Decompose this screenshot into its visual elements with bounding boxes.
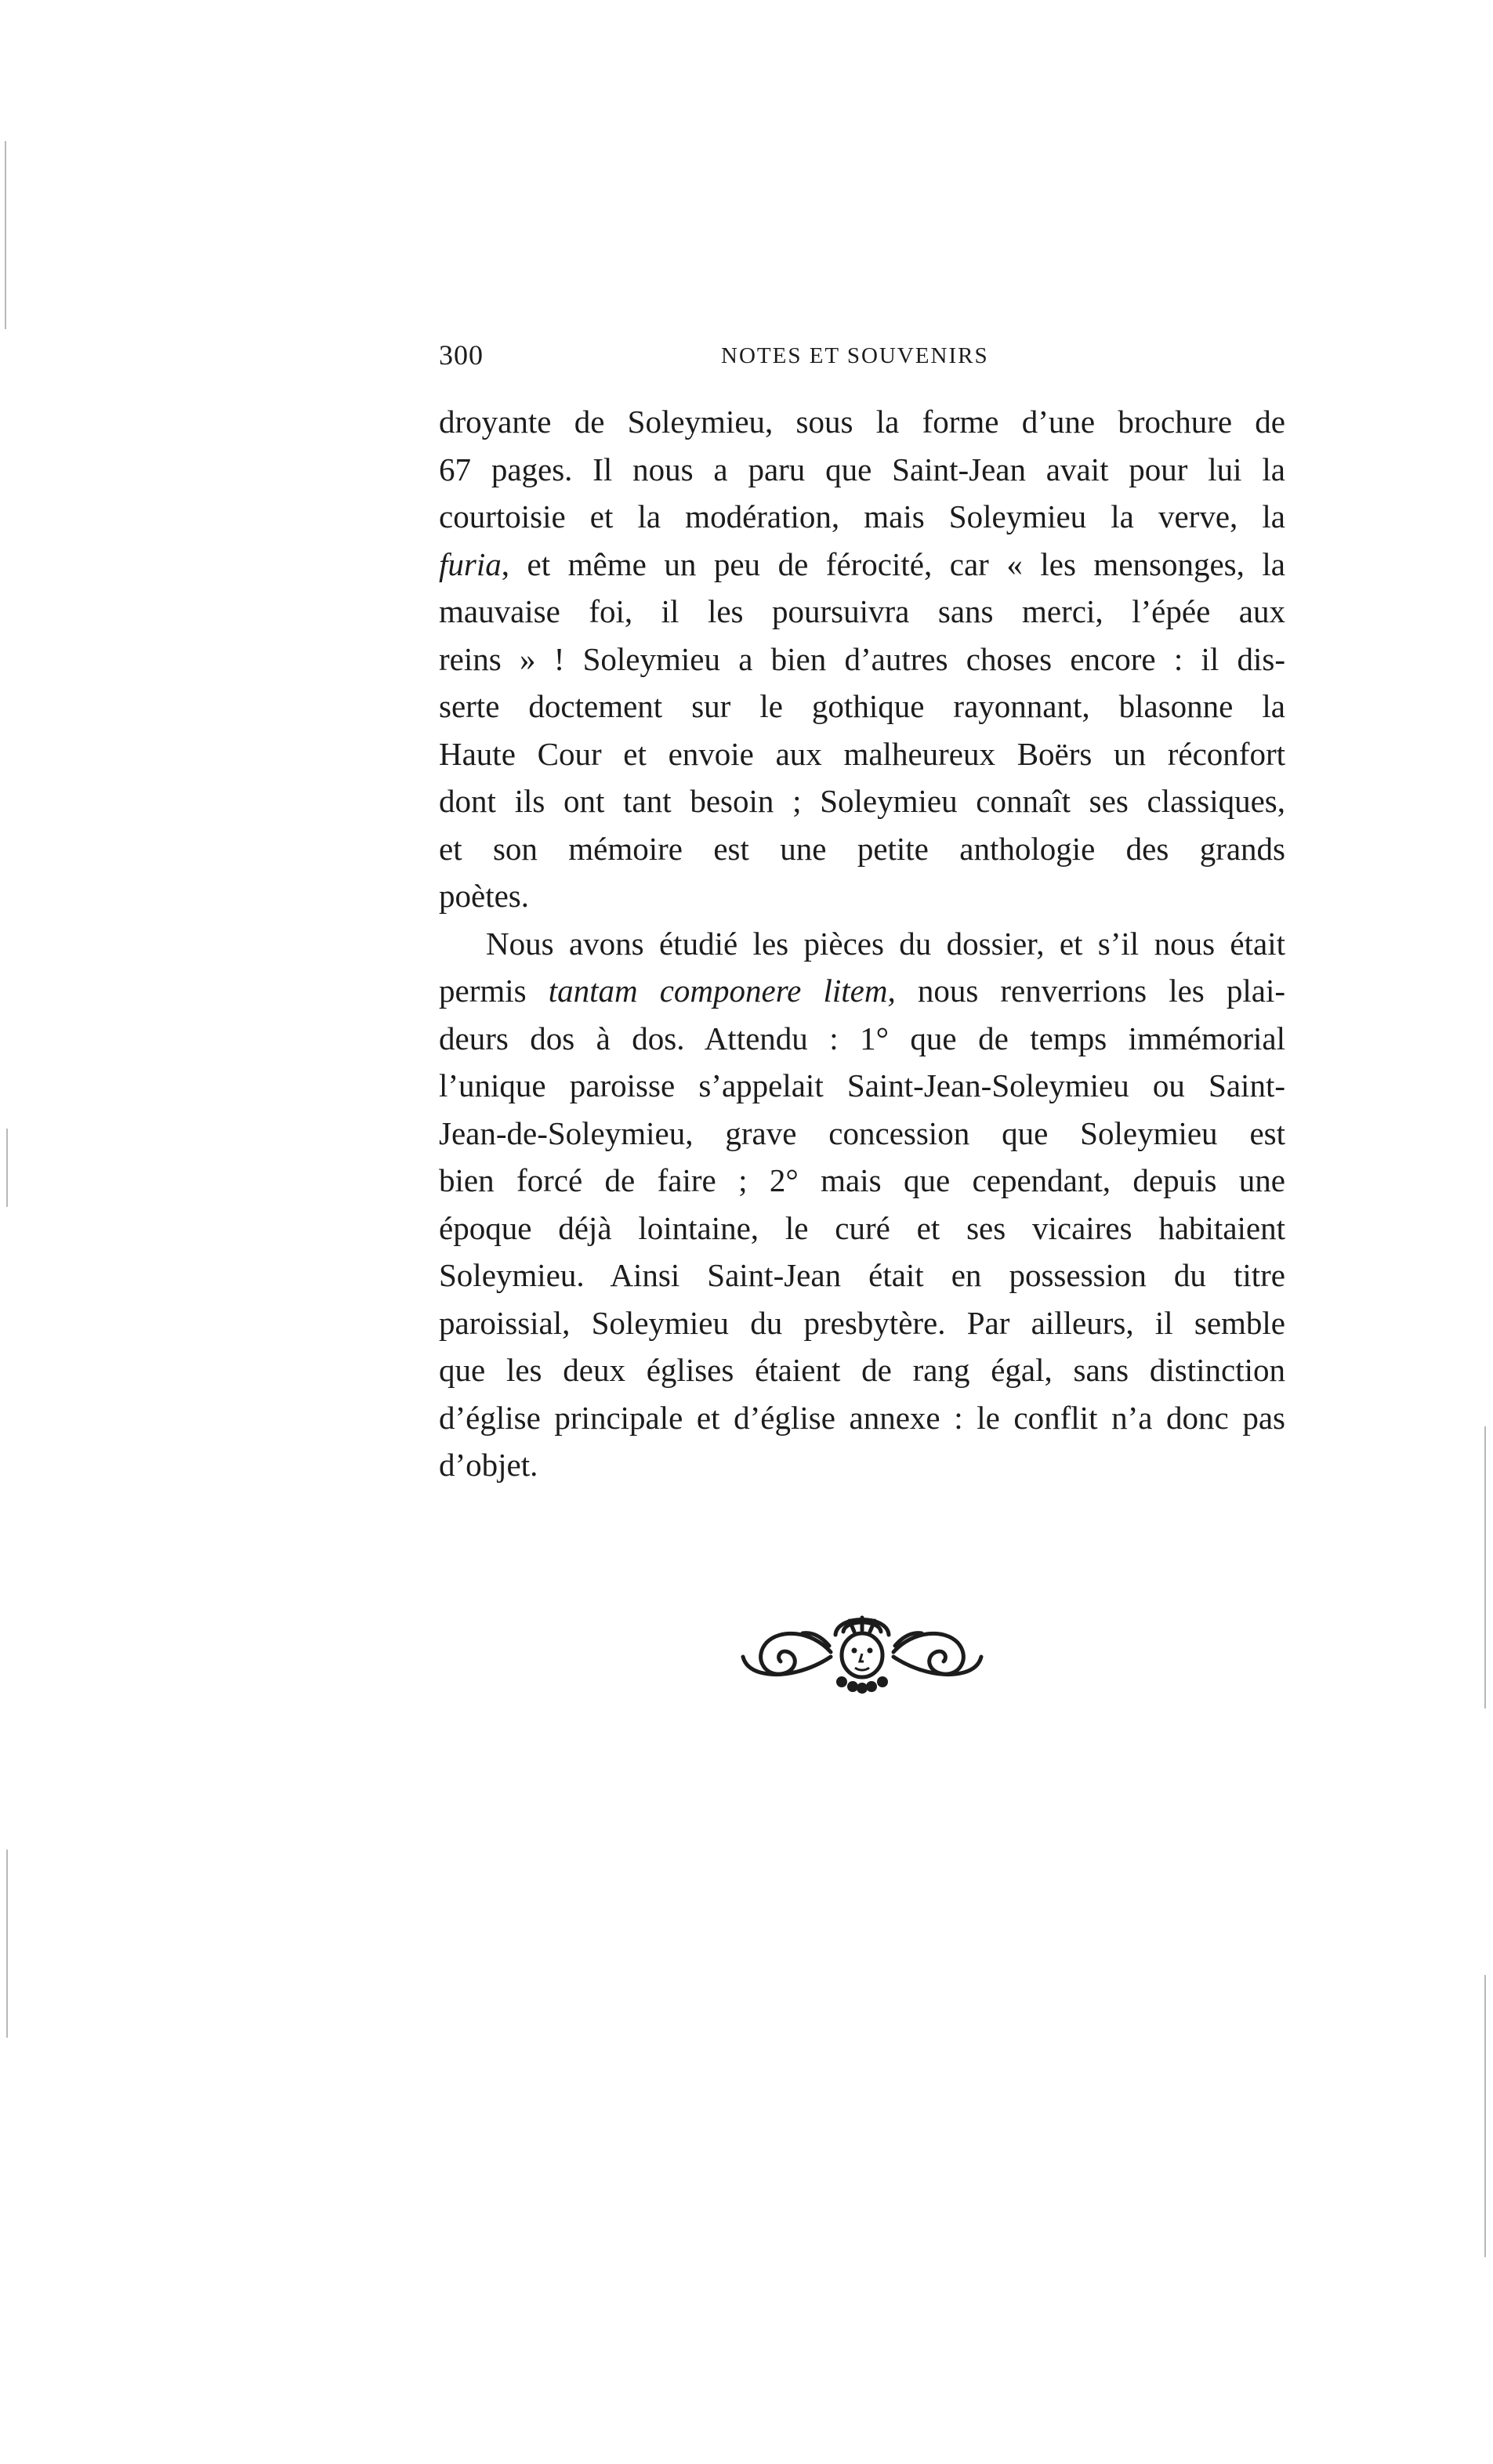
text-span: courtoisie et la modération, mais Soleymieu la verve, la — [439, 498, 1285, 534]
text-span: mauvaise foi, il les poursuivra sans merci, l’épée aux — [439, 593, 1285, 629]
text-span: Haute Cour et envoie aux malheureux Boërs un réconfort — [439, 735, 1285, 772]
text-span: reins » ! Soleymieu a bien d’autres choses encore : il dis- — [439, 640, 1285, 677]
text-span: poètes. — [439, 878, 529, 914]
text-line — [439, 777, 1285, 825]
italic-word-furia: furia — [439, 545, 502, 582]
text-line — [439, 1252, 1285, 1299]
text-line — [439, 1015, 1285, 1063]
text-line — [439, 920, 1285, 968]
text-span: droyante de Soleymieu, sous la forme d’une brochure de — [439, 404, 1285, 440]
text-line — [439, 1205, 1285, 1252]
text-line — [439, 1346, 1285, 1394]
scan-edge-mark-left — [5, 141, 6, 329]
text-span: d’église principale et d’église annexe : le conflit n’a donc pas — [439, 1399, 1285, 1436]
text-line — [439, 1299, 1285, 1347]
text-span: deurs dos à dos. Attendu : 1° que de temps immémorial — [439, 1020, 1285, 1056]
text-span: Soleymieu. Ainsi Saint-Jean était en possession du titre — [439, 1257, 1285, 1293]
scan-edge-mark-right-2 — [1484, 1975, 1486, 2257]
text-span: époque déjà lointaine, le curé et ses vicaires habitaient — [439, 1209, 1285, 1246]
text-line — [439, 493, 1285, 541]
text-line — [439, 730, 1285, 778]
text-span: paroissial, Soleymieu du presbytère. Par ailleurs, il semble — [439, 1304, 1285, 1341]
text-span: et son mémoire est une petite anthologie des grands — [439, 830, 1285, 867]
paragraph-1 — [439, 398, 1285, 920]
text-line — [439, 1394, 1285, 1442]
text-span: dont ils ont tant besoin ; Soleymieu connaît ses classiques, — [439, 783, 1285, 819]
body-text — [439, 398, 1285, 1489]
text-span: d’objet. — [439, 1447, 538, 1483]
text-span: permis — [439, 973, 549, 1009]
scan-edge-mark-left-2 — [6, 1129, 8, 1207]
text-line — [439, 967, 1285, 1015]
text-line — [439, 683, 1285, 730]
text-line — [439, 1110, 1285, 1158]
text-line — [439, 1062, 1285, 1110]
cherub-head-scroll-ornament-icon — [737, 1591, 987, 1701]
scan-edge-mark-left-3 — [6, 1850, 8, 2038]
text-span: Nous avons étudié les pièces du dossier, et s’il nous était — [486, 925, 1285, 962]
text-line — [439, 446, 1285, 494]
text-line — [439, 636, 1285, 683]
text-line — [439, 1441, 1285, 1489]
text-span: 67 pages. Il nous a paru que Saint-Jean avait pour lui la — [439, 451, 1285, 487]
text-line — [439, 541, 1285, 589]
text-span: Jean-de-Soleymieu, grave concession que Soleymieu est — [439, 1114, 1285, 1151]
running-head-title: NOTES ET SOUVENIRS — [721, 343, 989, 368]
text-span: que les deux églises étaient de rang égal, sans distinction — [439, 1352, 1285, 1388]
text-span: serte doctement sur le gothique rayonnant, blasonne la — [439, 688, 1285, 724]
text-line — [439, 1157, 1285, 1205]
italic-latin-phrase: tantam componere litem, — [548, 973, 896, 1009]
text-line — [439, 398, 1285, 446]
paragraph-2 — [439, 920, 1285, 1489]
running-head — [439, 339, 1285, 378]
text-span: nous renverrions les plai- — [895, 973, 1285, 1009]
text-line — [439, 588, 1285, 636]
scan-edge-mark-right — [1484, 1426, 1486, 1708]
text-span: , et même un peu de férocité, car « les mensonges, la — [501, 545, 1285, 582]
text-line — [439, 825, 1285, 873]
page-number: 300 — [439, 339, 484, 371]
text-span: bien forcé de faire ; 2° mais que cependant, depuis une — [439, 1162, 1285, 1198]
text-span: l’unique paroisse s’appelait Saint-Jean-Soleymieu ou Saint- — [439, 1067, 1285, 1103]
text-line — [439, 872, 1285, 920]
